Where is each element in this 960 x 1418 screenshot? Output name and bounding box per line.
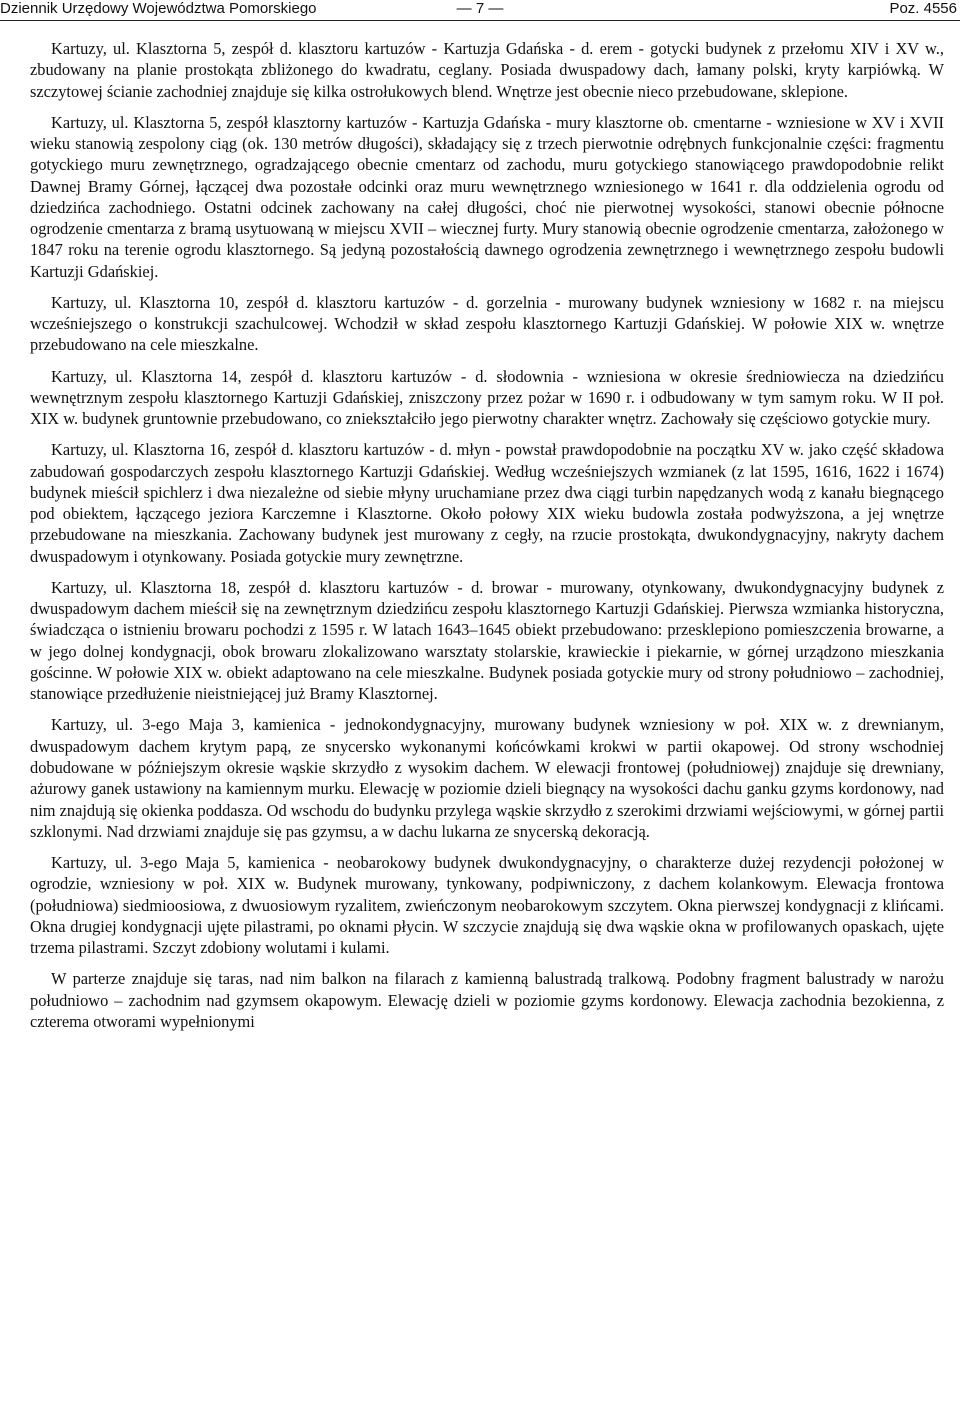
paragraph: Kartuzy, ul. 3-ego Maja 5, kamienica - neobarokowy budynek dwukondygnacyjny, o charakterze dużej rezydencji położonej w ogrodzie, wzniesiony w poł. XIX w. Budynek murowany, tynkowany, podpiwniczony, z dachem kolankowym. Elewacja frontowa (południowa) siedmioosiowa, z dwuosiowym ryzalitem, zwieńczonym neobarokowym szczytem. Okna pierwszej kondygnacji z klińcami. Okna drugiej kondygnacji ujęte pilastrami, po oknami płycin. W szczycie znajdują się dwa wąskie okna w profilowanych opaskach, ujęte trzema pilastrami. Szczyt zdobiony wolutami i kulami. <box>30 852 944 958</box>
paragraph: Kartuzy, ul. Klasztorna 14, zespół d. klasztoru kartuzów - d. słodownia - wzniesiona w okresie średniowiecza na dziedzińcu wewnętrznym zespołu klasztornego Kartuzji Gdańskiej, zniszczony przez pożar w 1690 r. i odbudowany w tym samym roku. W II poł. XIX w. budynek gruntownie przebudowano, co zniekształciło jego pierwotny charakter wnętrz. Zachowały się częściowo gotyckie mury. <box>30 366 944 429</box>
document-body <box>30 38 944 1042</box>
paragraph: Kartuzy, ul. Klasztorna 18, zespół d. klasztoru kartuzów - d. browar - murowany, otynkowany, dwukondygnacyjny budynek z dwuspadowym dachem mieścił się na zewnętrznym dziedzińcu zespołu klasztornego Kartuzji Gdańskiej. Pierwsza wzmianka historyczna, świadcząca o istnieniu browaru pochodzi z 1595 r. W latach 1643–1645 obiekt przebudowano: przesklepiono pomieszczenia browarne, a w jego dolnej kondygnacji, obok browaru zlokalizowano warsztaty stolarskie, krawieckie i piekarnie, w górnej urządzono mieszkania gościnne. W połowie XIX w. obiekt adaptowano na cele mieszkalne. Budynek posiada gotyckie mury od strony południowo – zachodniej, stanowiące przedłużenie nieistniejącej już Bramy Klasztornej. <box>30 577 944 704</box>
paragraph: Kartuzy, ul. Klasztorna 5, zespół klasztorny kartuzów - Kartuzja Gdańska - mury klasztorne ob. cmentarne - wzniesione w XV i XVII wieku stanowią zespolony ciąg (ok. 130 metrów długości), składający się z trzech pierwotnie odrębnych funkcjonalnie części: fragmentu gotyckiego muru zewnętrznego, ogradzającego obecnie cmentarz od zachodu, muru gotyckiego stanowiącego prawdopodobnie relikt Dawnej Bramy Górnej, łączącej dwa pozostałe odcinki oraz muru wewnętrznego wzniesionego w 1641 r. dla oddzielenia ogrodu od dziedzińca zachodniego. Ostatni odcinek zachowany na całej długości, choć nie pierwotnej wysokości, stanowi obecnie północne ogrodzenie cmentarza z bramą usytuowaną w miejscu XVII – wiecznej furty. Mury stanowią obecnie ogrodzenie cmentarza, założonego w 1847 roku na terenie ogrodu klasztornego. Są jedyną pozostałością dawnego ogrodzenia zewnętrznego i wewnętrznego zespołu budowli Kartuzji Gdańskiej. <box>30 112 944 281</box>
paragraph: Kartuzy, ul. Klasztorna 16, zespół d. klasztoru kartuzów - d. młyn - powstał prawdopodobnie na początku XV w. jako część składowa zabudowań gospodarczych zespołu klasztornego Kartuzji Gdańskiej. Według wcześniejszych wzmianek (z lat 1595, 1616, 1622 i 1674) budynek mieścił spichlerz i dwa niezależne od siebie młyny uruchamiane przez dwa ciągi turbin napędzanych wodą z kanału biegnącego pod obiektem, łączącego jeziora Karczemne i Klasztorne. Około połowy XIX wieku budowla została podwyższona, a jej wnętrze przebudowane na mieszkania. Zachowany budynek jest murowany z cegły, na rzucie prostokąta, dwukondygnacyjny, nakryty dachem dwuspadowym i otynkowany. Posiada gotyckie mury zewnętrzne. <box>30 440 944 566</box>
header-divider <box>0 20 960 21</box>
paragraph: Kartuzy, ul. Klasztorna 5, zespół d. klasztoru kartuzów - Kartuzja Gdańska - d. erem - gotycki budynek z przełomu XIV i XV w., zbudowany na planie prostokąta zbliżonego do kwadratu, ceglany. Posiada dwuspadowy dach, łamany polski, kryty karpiówką. W szczytowej ścianie zachodniej znajduje się kilka ostrołukowych blend. Wnętrze jest obecnie nieco przebudowane, sklepione. <box>30 39 944 101</box>
page-header <box>0 0 960 22</box>
paragraph: Kartuzy, ul. Klasztorna 10, zespół d. klasztoru kartuzów - d. gorzelnia - murowany budynek wzniesiony w 1682 r. na miejscu wcześniejszego o konstrukcji szachulcowej. Wchodził w skład zespołu klasztornego Kartuzji Gdańskiej. W połowie XIX w. wnętrze przebudowano na cele mieszkalne. <box>30 292 944 355</box>
paragraph: Kartuzy, ul. 3-ego Maja 3, kamienica - jednokondygnacyjny, murowany budynek wzniesiony w poł. XIX w. z drewnianym, dwuspadowym dachem krytym papą, ze snycersko wykonanymi końcówkami krokwi w partii okapowej. Od strony wschodniej dobudowane w późniejszym okresie wąskie skrzydło z wysokim dachem. W elewacji frontowej (południowej) znajduje się drewniany, ażurowy ganek ustawiony na kamiennym murku. Elewację w poziomie dzieli biegnący na wysokości dachu ganku gzyms kordonowy, nad nim znajdują się okienka poddasza. Od wschodu do budynku przylega wąskie skrzydło z szerokimi drzwiami wejściowymi, w górnej partii szklonymi. Nad drzwiami znajduje się pas gzymsu, a w dachu lukarna ze snycerską dekoracją. <box>30 715 945 841</box>
page-number: — 7 — <box>456 0 504 17</box>
position-number: Poz. 4556 <box>889 0 957 17</box>
journal-title: Dziennik Urzędowy Województwa Pomorskiego <box>0 0 317 17</box>
paragraph: W parterze znajduje się taras, nad nim balkon na filarach z kamienną balustradą tralkową. Podobny fragment balustrady w narożu południowo – zachodnim nad gzymsem okapowym. Elewację dzieli w poziomie gzyms kordonowy. Elewacja zachodnia bezokienna, z czterema otworami wypełnionymi <box>30 969 944 1031</box>
